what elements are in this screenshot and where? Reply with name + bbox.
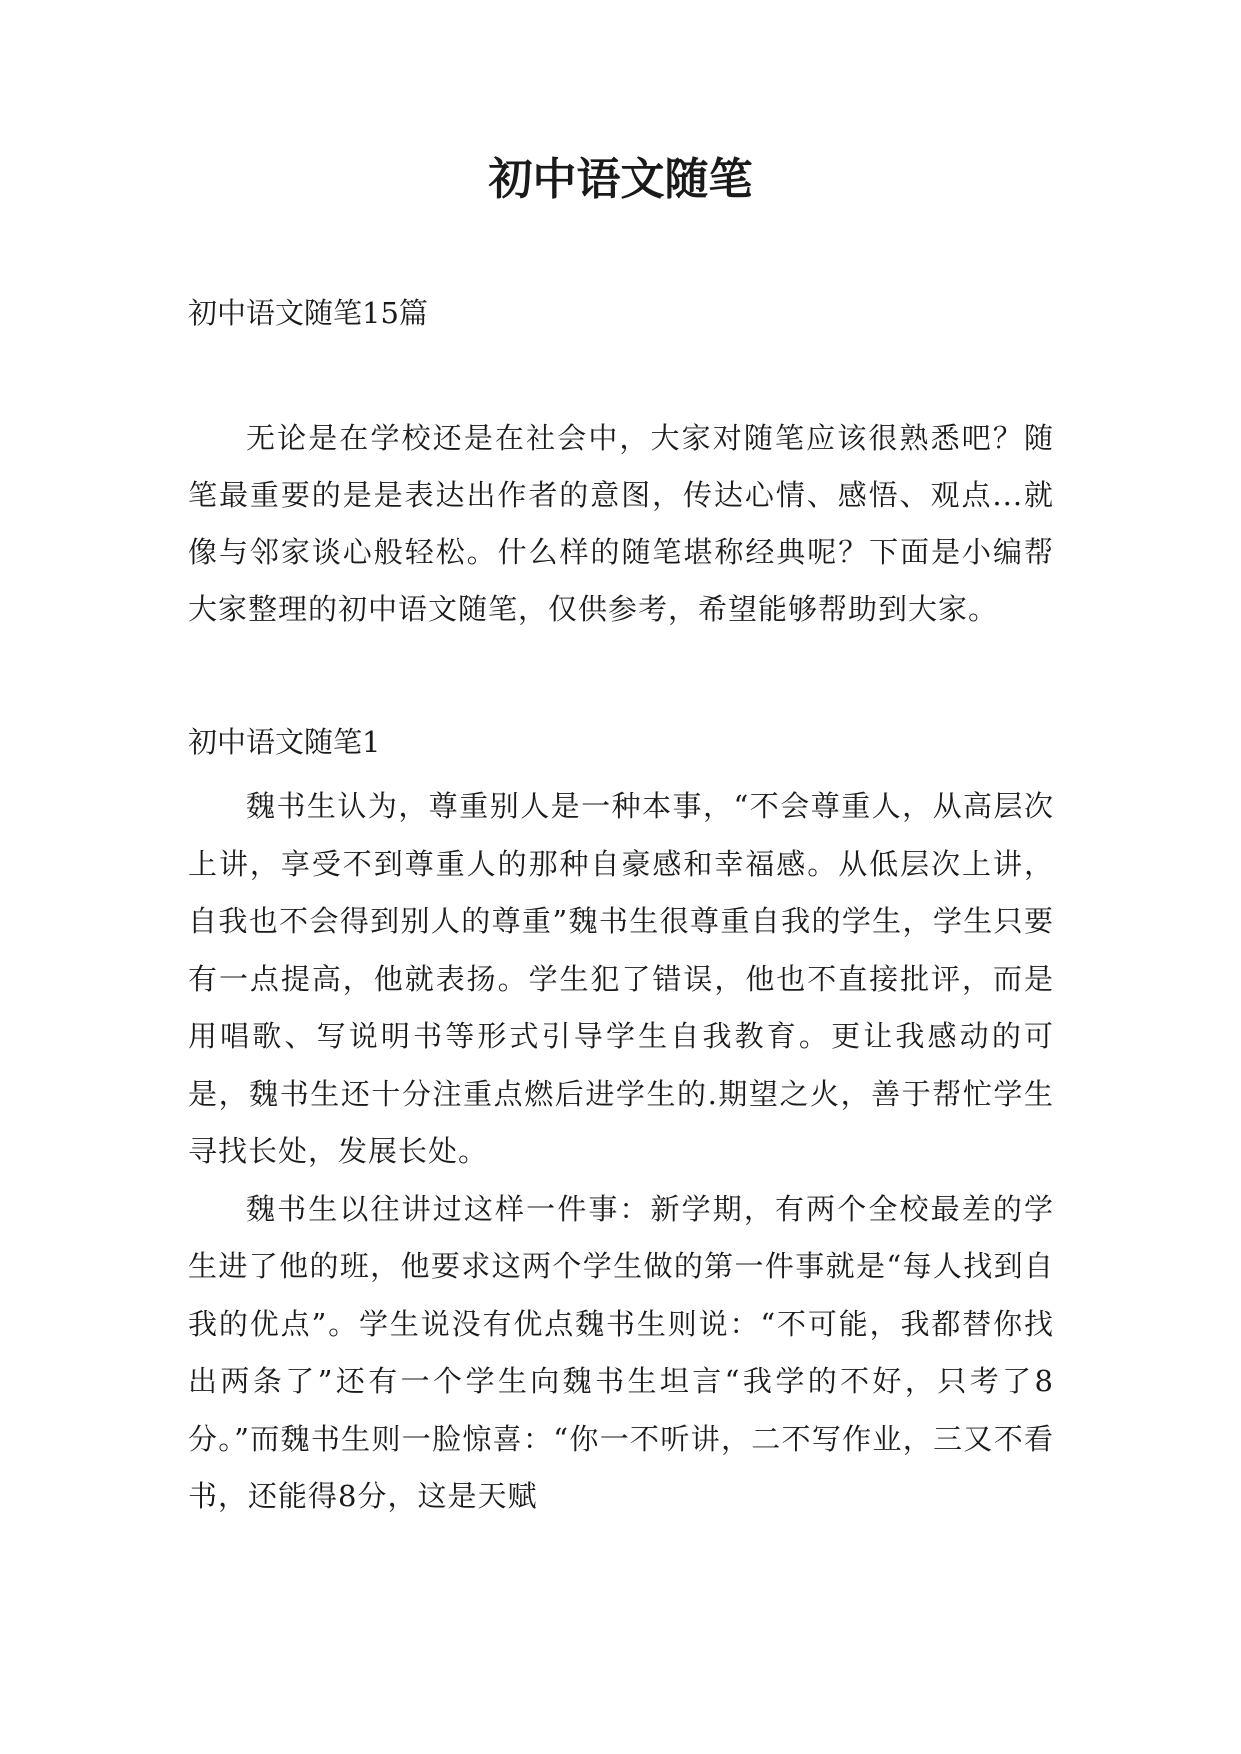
document-title: 初中语文随笔 bbox=[488, 154, 753, 205]
intro-paragraph: 无论是在学校还是在社会中，大家对随笔应该很熟悉吧？随笔最重要的是是表达出作者的意图，传达心情、感悟、观点...就像与邻家谈心般轻松。什么样的随笔堪称经典呢？下面是小编帮大家整理的初中语文随笔，仅供参考，希望能够帮助到大家。 bbox=[188, 421, 1054, 626]
section-heading: 初中语文随笔1 bbox=[188, 725, 381, 759]
document-subtitle: 初中语文随笔15篇 bbox=[188, 296, 428, 330]
body-paragraph: 魏书生以往讲过这样一件事：新学期，有两个全校最差的学生进了他的班，他要求这两个学生做的第一件事就是“每人找到自我的优点”。学生说没有优点魏书生则说：“不可能，我都替你找出两条了”还有一个学生向魏书生坦言“我学的不好，只考了8分。”而魏书生则一脸惊喜：“你一不听讲，二不写作业，三又不看书，还能得8分，这是天赋 bbox=[188, 1191, 1054, 1513]
body-paragraph: 魏书生认为，尊重别人是一种本事，“不会尊重人，从高层次上讲，享受不到尊重人的那种自豪感和幸福感。从低层次上讲，自我也不会得到别人的尊重”魏书生很尊重自我的学生，学生只要有一点提高，他就表扬。学生犯了错误，他也不直接批评，而是用唱歌、写说明书等形式引导学生自我教育。更让我感动的可是，魏书生还十分注重点燃后进学生的.期望之火，善于帮忙学生寻找长处，发展长处。 bbox=[188, 789, 1054, 1168]
section-body bbox=[188, 778, 1054, 1526]
